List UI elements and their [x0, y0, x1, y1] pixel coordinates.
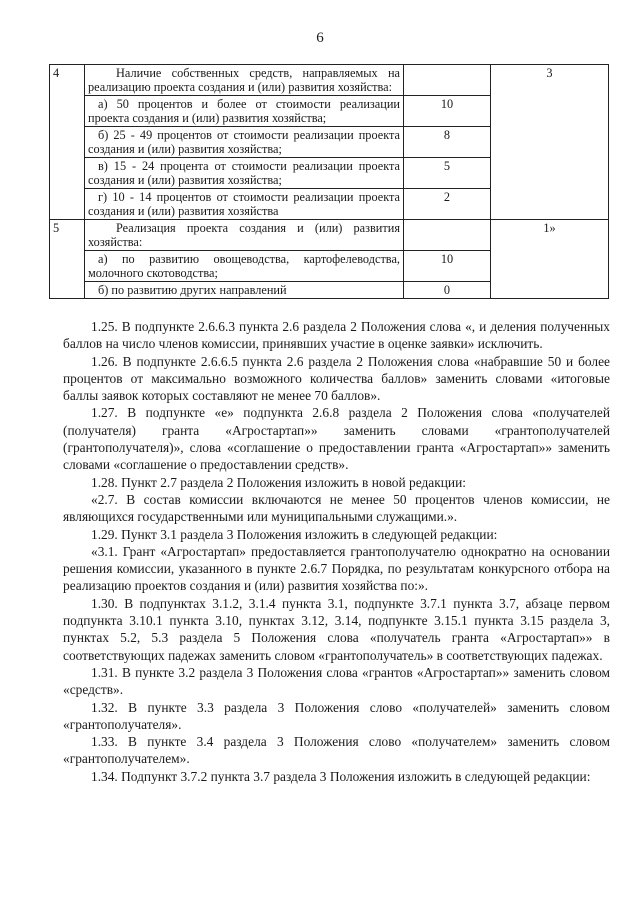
points-cell: 2: [404, 189, 491, 220]
points-cell: [404, 65, 491, 96]
paragraph-1-31: 1.31. В пункте 3.2 раздела 3 Положения слова «грантов «Агростартап»» заменить словом «средств».: [63, 664, 610, 698]
points-cell: 8: [404, 127, 491, 158]
paragraph-1-29: 1.29. Пункт 3.1 раздела 3 Положения изложить в следующей редакции:: [91, 526, 498, 542]
points-cell: 10: [404, 251, 491, 282]
paragraph-1-32: 1.32. В пункте 3.3 раздела 3 Положения слово «получателей» заменить словом «грантополучателя».: [63, 699, 610, 732]
paragraph-1-33: 1.33. В пункте 3.4 раздела 3 Положения слово «получателем» заменить словом «грантополучателем».: [63, 734, 610, 767]
criterion-option: г) 10 - 14 процентов от стоимости реализации проекта создания и (или) развития хозяйства: [85, 189, 404, 220]
criterion-option: в) 15 - 24 процента от стоимости реализации проекта создания и (или) развития хозяйства;: [85, 158, 404, 189]
amendments-text: [63, 318, 610, 785]
paragraph-quote-3-1: «3.1. Грант «Агростартап» предоставляется грантополучателю однократно на основании решения комиссии, указанного в пункте 2.6.7 Порядка, по результатам конкурсного отбора на реализацию проектов создания и (или) развития хозяйства по:».: [63, 543, 610, 594]
points-cell: 5: [404, 158, 491, 189]
criterion-number: 5: [50, 220, 85, 299]
points-cell: [404, 220, 491, 251]
paragraph-1-34: 1.34. Подпункт 3.7.2 пункта 3.7 раздела 3 Положения изложить в следующей редакции:: [91, 768, 591, 784]
points-cell: 10: [404, 96, 491, 127]
page-number: 6: [316, 30, 324, 46]
paragraph-1-30: 1.30. В подпунктах 3.1.2, 3.1.4 пункта 3.1, подпункте 3.7.1 пункта 3.7, абзаце первом подпункта 3.10.1 пункта 3.10, пунктах 3.12, 3.14, подпункте 3.15.1 пункта 3.15 раздела 3, пунктах 5.2, 5.3 раздела 5 Положения слова «получатель гранта «Агростартап»» в соответствующих падежах заменить словом «грантополучатель» в соответствующих падежах.: [63, 595, 610, 663]
paragraph-1-27: 1.27. В подпункте «е» подпункта 2.6.8 раздела 2 Положения слова «получателей (получателя) гранта «Агростартап»» заменить словами «грантополучателей (грантополучателя)», слова «соглашение о предоставлении гранта «Агростартап»» заменить словами «соглашение о предоставлении средств».: [63, 405, 610, 473]
criterion-option: а) 50 процентов и более от стоимости реализации проекта создания и (или) развития хозяйства;: [85, 96, 404, 127]
criterion-title: Реализация проекта создания и (или) развития хозяйства:: [85, 220, 404, 251]
points-cell: 0: [404, 282, 491, 299]
table-row: [50, 65, 609, 96]
criteria-table: [49, 64, 609, 299]
paragraph-quote-2-7: «2.7. В состав комиссии включаются не менее 50 процентов членов комиссии, не являющихся государственными или муниципальными служащими.».: [63, 491, 610, 525]
paragraph-1-26: 1.26. В подпункте 2.6.6.5 пункта 2.6 раздела 2 Положения слова «набравшие 50 и более процентов от максимально возможного количества баллов» заменить словами «итоговые баллы заявок которых составляют не менее 70 баллов».: [63, 353, 610, 404]
criterion-option: б) по развитию других направлений: [85, 282, 404, 299]
max-score-cell: 1»: [491, 220, 609, 299]
criterion-option: а) по развитию овощеводства, картофелеводства, молочного скотоводства;: [85, 251, 404, 282]
table-row: [50, 220, 609, 251]
criterion-number: 4: [50, 65, 85, 220]
paragraph-1-25: 1.25. В подпункте 2.6.6.3 пункта 2.6 раздела 2 Положения слова «, и деления полученных баллов на число членов комиссии, принявших участие в оценке заявки» исключить.: [63, 319, 610, 352]
criterion-title: Наличие собственных средств, направляемых на реализацию проекта создания и (или) развития хозяйства:: [85, 65, 404, 96]
criterion-option: б) 25 - 49 процентов от стоимости реализации проекта создания и (или) развития хозяйства;: [85, 127, 404, 158]
paragraph-1-28: 1.28. Пункт 2.7 раздела 2 Положения изложить в новой редакции:: [91, 474, 466, 490]
max-score-cell: 3: [491, 65, 609, 220]
